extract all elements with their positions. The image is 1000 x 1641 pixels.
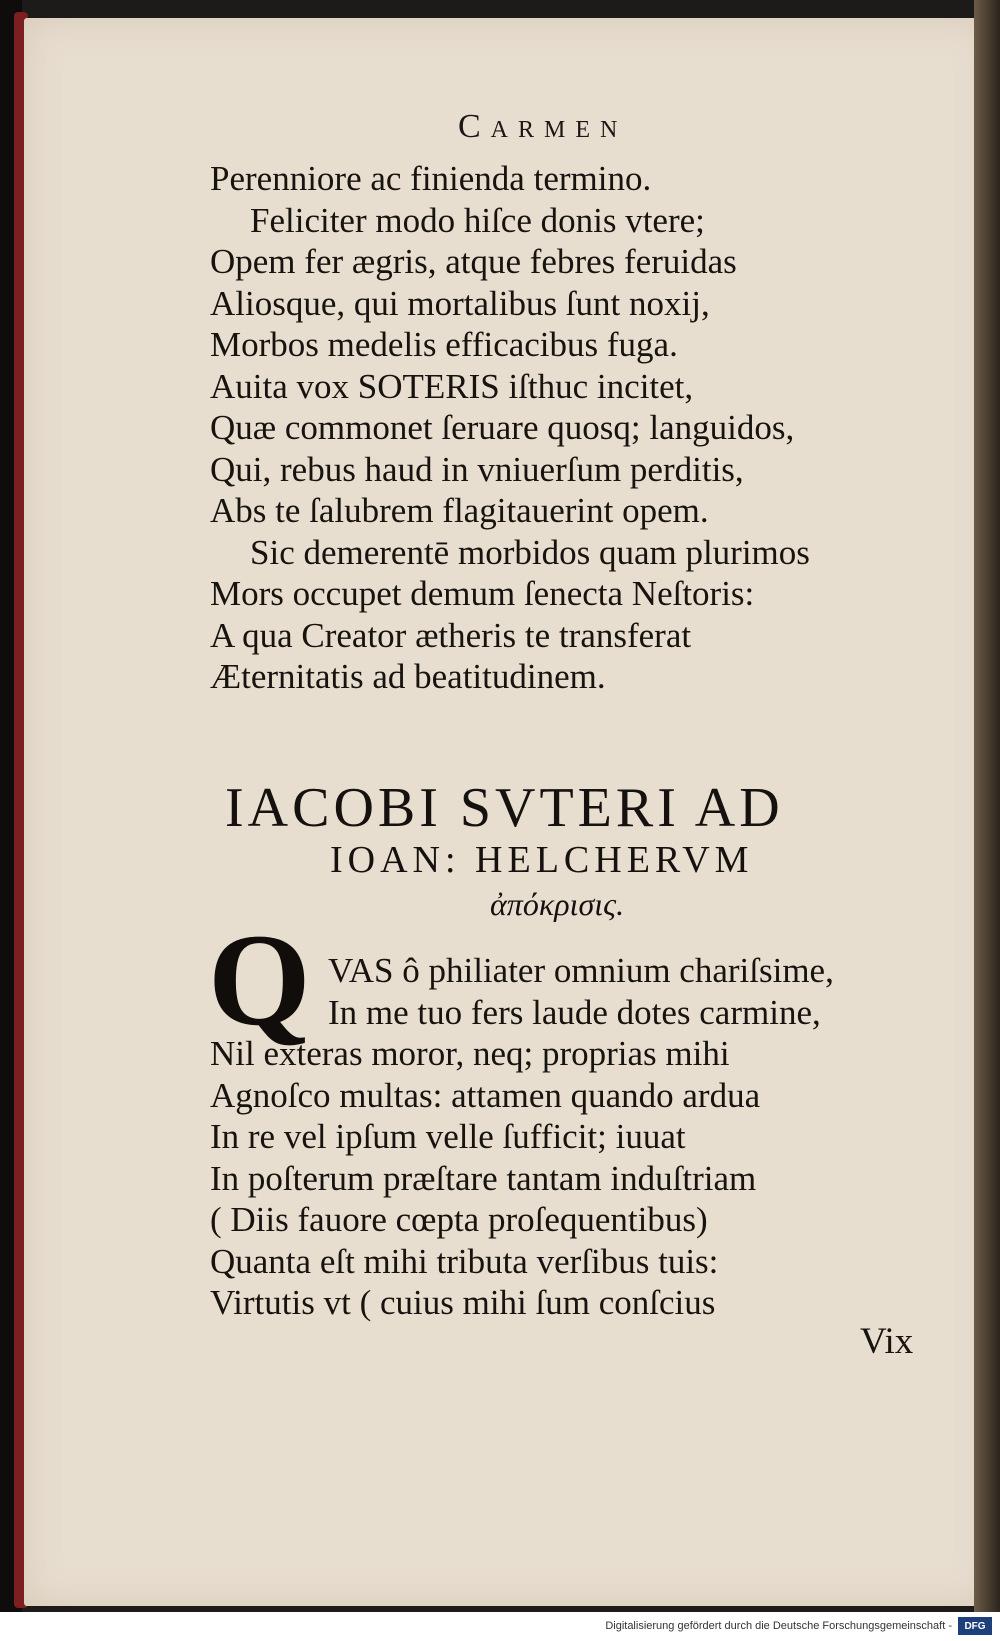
reply-poem-block: [210, 950, 930, 1324]
poem-end-line: Qui, rebus haud in vniuerſum perditis,: [210, 449, 744, 489]
reply-poem-line: ( Diis fauore cœpta proſequentibus): [210, 1200, 708, 1239]
drop-cap-initial: Q: [208, 906, 311, 1053]
heading-line-2: IOAN: HELCHERVM: [330, 839, 754, 881]
reply-poem-line: Agnoſco multas: attamen quando ardua: [210, 1075, 761, 1115]
poem-end-line: Aliosque, qui mortalibus ſunt noxij,: [210, 283, 710, 323]
poem-end-line: Feliciter modo hiſce donis vtere;: [250, 200, 705, 240]
poem-end-line: Morbos medelis efficacibus fuga.: [210, 325, 678, 364]
poem-end-block: [210, 158, 930, 698]
reply-poem-line: In me tuo fers laude dotes carmine,: [328, 992, 821, 1032]
reply-poem-line: In re vel ipſum velle ſufficit; iuuat: [210, 1117, 686, 1156]
heading-line-1: IACOBI SVTERI AD: [225, 777, 784, 839]
reply-poem-line: Nil exteras moror, neq; proprias mihi: [210, 1034, 730, 1073]
dfg-logo: DFG: [958, 1617, 992, 1635]
poem-end-line: Æternitatis ad beatitudinem.: [210, 657, 606, 696]
poem-end-line: Abs te ſalubrem flagitauerint opem.: [210, 491, 709, 530]
reply-poem-line: Virtutis vt ( cuius mihi ſum conſcius: [210, 1283, 716, 1322]
poem-end-line: Auita vox SOTERIS iſthuc incitet,: [210, 366, 694, 406]
poem-end-line: Sic demerentē morbidos quam plurimos: [250, 532, 810, 572]
catchword: Vix: [860, 1321, 914, 1362]
heading-greek: ἀπόκρισις.: [490, 886, 625, 922]
running-head: Carmen: [458, 108, 628, 145]
poem-end-line: Perenniore ac finienda termino.: [210, 159, 652, 198]
facing-page-edge: [974, 0, 1000, 1612]
poem-end-line: Mors occupet demum ſenecta Neſtoris:: [210, 574, 755, 613]
footer-credit: Digitalisierung gefördert durch die Deutsche Forschungsgemeinschaft -: [605, 1620, 952, 1632]
poem-end-line: Quæ commonet ſeruare quosq; languidos,: [210, 408, 795, 447]
reply-poem-line: Quanta eſt mihi tributa verſibus tuis:: [210, 1241, 719, 1281]
reply-poem-line: VAS ô philiater omnium chariſsime,: [328, 951, 834, 990]
reply-poem-line: In poſterum præſtare tantam induſtriam: [210, 1158, 757, 1198]
poem-end-line: Opem fer ægris, atque febres feruidas: [210, 242, 737, 281]
poem-end-line: A qua Creator ætheris te transferat: [210, 615, 692, 655]
